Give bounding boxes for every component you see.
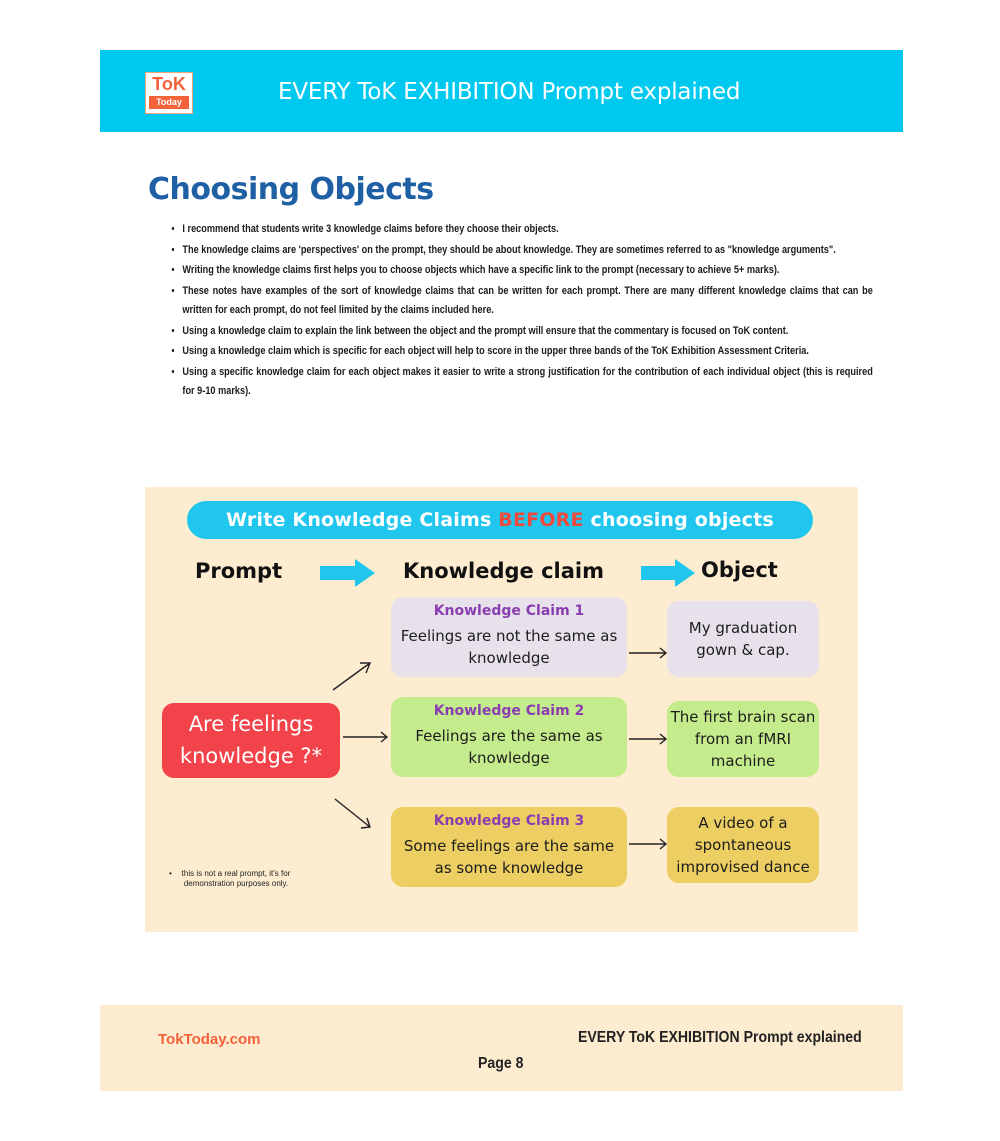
bullet-list <box>166 220 873 403</box>
banner-text-pre: Write Knowledge Claims <box>226 509 499 531</box>
object-box-2 <box>667 701 819 777</box>
prompt-box <box>162 703 340 778</box>
page-number: Page 8 <box>478 1055 524 1072</box>
arrow-prompt-to-claim-1 <box>333 663 370 690</box>
object-box-1 <box>667 601 819 677</box>
column-heading-object: Object <box>701 558 778 582</box>
knowledge-claim-title: Knowledge Claim 3 <box>433 813 585 829</box>
object-text: My graduation gown & cap. <box>688 619 798 659</box>
logo-top-text: ToK <box>152 74 186 94</box>
header-arrow-icon <box>641 559 695 587</box>
tok-today-logo <box>145 72 193 114</box>
knowledge-claim-box-1 <box>391 597 627 677</box>
banner-text-highlight: BEFORE <box>498 509 584 531</box>
header-arrow-icon <box>320 559 375 587</box>
object-box-3 <box>667 807 819 883</box>
bullet-item: • Using a knowledge claim to explain the link between the object and the prompt will ensure that the commentary is focused on ToK content. <box>182 322 872 342</box>
page-header <box>100 50 903 132</box>
arrow-prompt-to-claim-3 <box>335 799 370 827</box>
footer-site-link[interactable]: TokToday.com <box>158 1031 261 1048</box>
bullet-item: • I recommend that students write 3 knowledge claims before they choose their objects. <box>182 220 872 240</box>
footer-title: EVERY ToK EXHIBITION Prompt explained <box>578 1029 862 1046</box>
section-title: Choosing Objects <box>148 172 434 207</box>
knowledge-claim-box-3 <box>391 807 627 887</box>
column-heading-prompt: Prompt <box>195 559 283 583</box>
column-heading-knowledge-claim: Knowledge claim <box>403 559 605 583</box>
bullet-item: • These notes have examples of the sort of knowledge claims that can be written for each prompt. There are many different knowledge claims that can be written for each prompt, do not feel limited by the claims included here. <box>182 282 872 321</box>
footnote: • this is not a real prompt, it's for demonstration purposes only. <box>167 869 291 889</box>
page-footer <box>100 1005 903 1091</box>
bullet-item: • Using a specific knowledge claim for each object makes it easier to write a strong justification for the contribution of each individual object (this is required for 9-10 marks). <box>182 363 872 402</box>
banner-text-post: choosing objects <box>583 509 774 531</box>
prompt-line-1: Are feelings <box>188 712 314 736</box>
knowledge-claim-title: Knowledge Claim 2 <box>433 703 585 719</box>
prompt-line-2: knowledge ?* <box>179 744 323 768</box>
knowledge-claim-title: Knowledge Claim 1 <box>433 603 585 619</box>
object-text: A video of a spontaneous improvised dance <box>676 814 810 876</box>
bullet-item: • Using a knowledge claim which is specific for each object will help to score in the upper three bands of the ToK Exhibition Assessment Criteria. <box>182 342 872 362</box>
logo-bottom-text: Today <box>149 96 189 109</box>
header-title: EVERY ToK EXHIBITION Prompt explained <box>278 79 741 105</box>
knowledge-claims-infographic <box>145 487 858 932</box>
knowledge-claim-text: Some feelings are the same as some knowledge <box>403 837 615 877</box>
knowledge-claim-text: Feelings are the same as knowledge <box>415 727 603 767</box>
bullet-item: • The knowledge claims are 'perspectives' on the prompt, they should be about knowledge. They are sometimes referred to as "knowledge arguments". <box>182 241 872 261</box>
knowledge-claim-text: Feelings are not the same as knowledge <box>400 627 618 667</box>
bullet-item: • Writing the knowledge claims first helps you to choose objects which have a specific link to the prompt (necessary to achieve 5+ marks). <box>182 261 872 281</box>
knowledge-claim-box-2 <box>391 697 627 777</box>
object-text: The first brain scan from an fMRI machine <box>670 708 816 770</box>
